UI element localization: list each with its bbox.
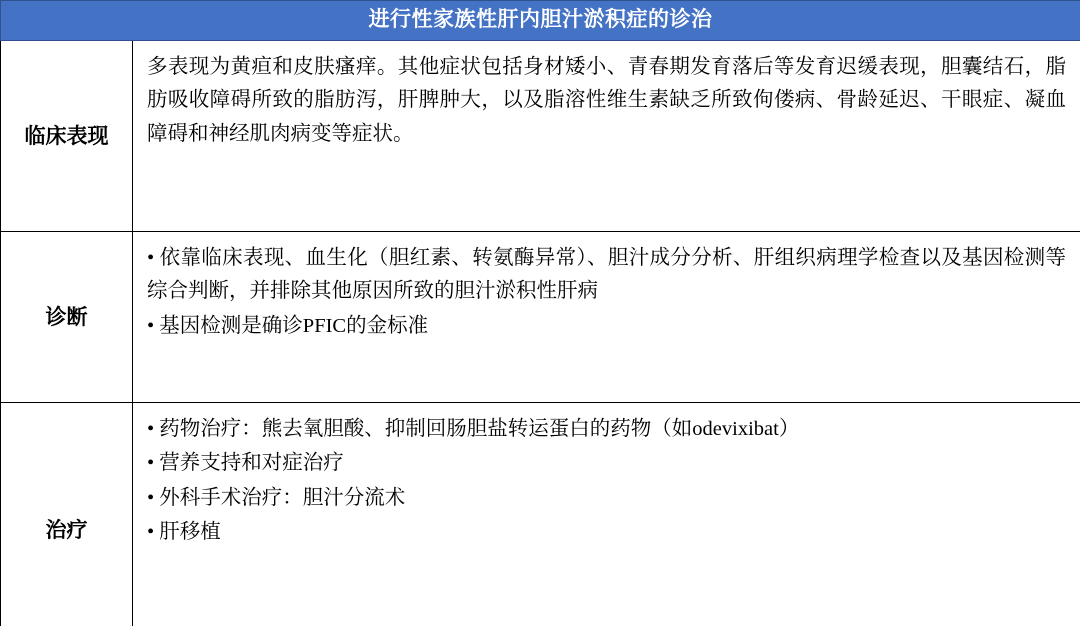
row-label-clinical-manifestation: 临床表现 bbox=[1, 41, 133, 232]
table-row bbox=[1, 232, 1080, 403]
page-title: 进行性家族性肝内胆汁淤积症的诊治 bbox=[1, 1, 1080, 41]
bullet-item: • 药物治疗：熊去氧胆酸、抑制回肠胆盐转运蛋白的药物（如odevixibat） bbox=[147, 418, 800, 441]
bullet-item: • 依靠临床表现、血生化（胆红素、转氨酶异常）、胆汁成分分析、肝组织病理学检查以及基因检测等综合判断，并排除其他原因所致的胆汁淤积性肝病 bbox=[147, 247, 1066, 303]
row-content-treatment bbox=[133, 403, 1080, 626]
bullet-item: • 肝移植 bbox=[147, 520, 221, 543]
table-row bbox=[1, 403, 1080, 626]
bullet-item: • 基因检测是确诊PFIC的金标准 bbox=[147, 314, 429, 337]
bullet-item: • 外科手术治疗：胆汁分流术 bbox=[147, 486, 406, 509]
row-content-diagnosis bbox=[133, 232, 1080, 403]
row-content-clinical-manifestation bbox=[133, 41, 1080, 232]
table-row bbox=[1, 41, 1080, 232]
table-title-row bbox=[1, 1, 1080, 41]
row-label-diagnosis: 诊断 bbox=[1, 232, 133, 403]
bullet-item: • 营养支持和对症治疗 bbox=[147, 452, 344, 475]
row-label-treatment: 治疗 bbox=[1, 403, 133, 626]
paragraph: 多表现为黄疸和皮肤瘙痒。其他症状包括身材矮小、青春期发育落后等发育迟缓表现，胆囊结石，脂肪吸收障碍所致的脂肪泻，肝脾肿大，以及脂溶性维生素缺乏所致佝偻病、骨龄延迟、干眼症、凝血障碍和神经肌肉病变等症状。 bbox=[147, 56, 1066, 145]
